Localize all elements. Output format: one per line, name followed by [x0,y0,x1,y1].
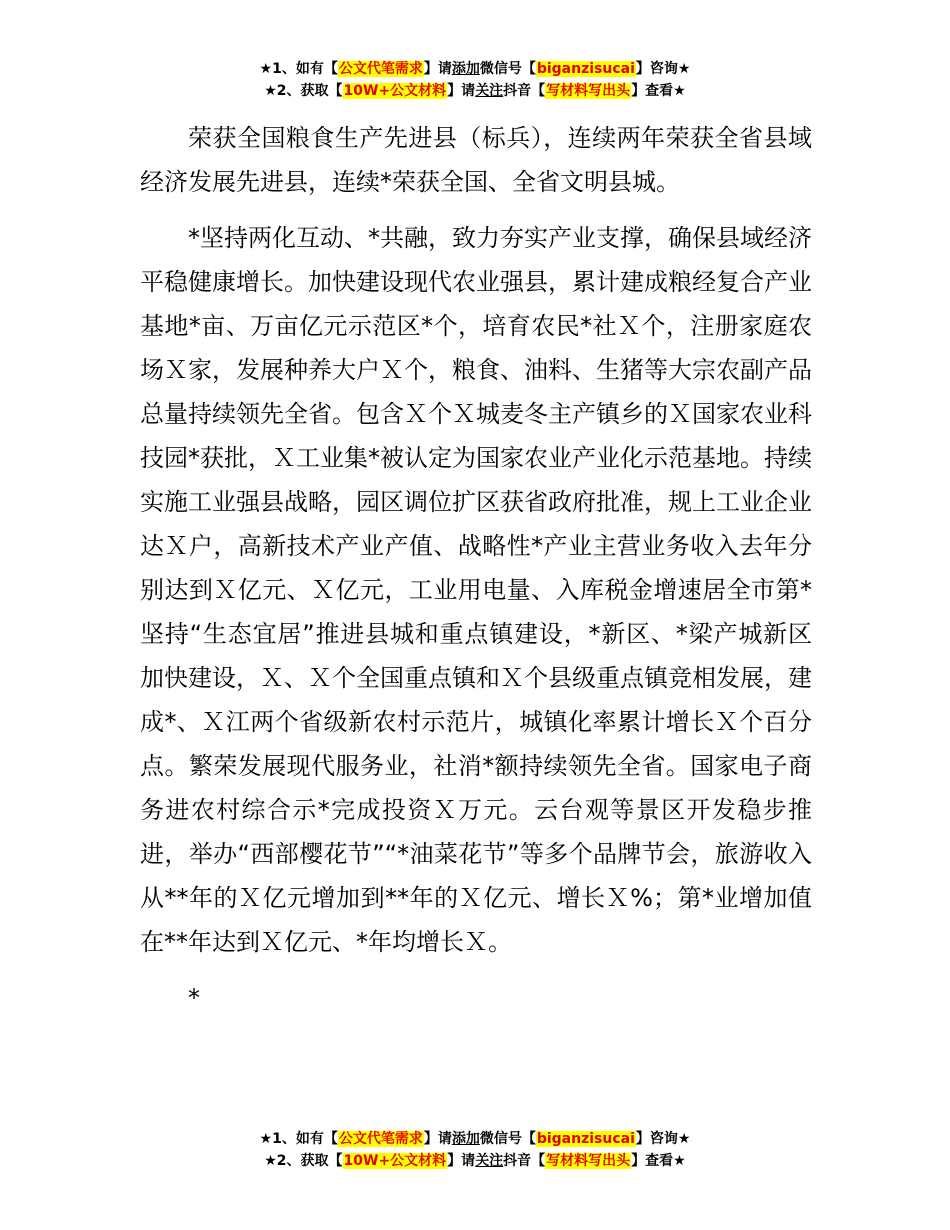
banner-text: ★2、获取【 [264,1153,343,1169]
banner-text: 】查看★ [631,1153,686,1169]
underlined-add: 添加 [451,1131,480,1147]
paragraph-3: * [188,984,200,1012]
highlight-materials: 10W+公文材料 [343,1153,447,1169]
highlight-writing-service: 公文代笔需求 [338,61,423,77]
banner-text: 】咨询★ [635,1131,691,1147]
footer-banner [0,1128,950,1172]
highlight-wechat-id: biganzisucai [536,1131,635,1147]
paragraph-2: *坚持两化互动、*共融，致力夯实产业支撑，确保县域经济平稳健康增长。加快建设现代农业强县，累计建成粮经复合产业基地*亩、万亩亿元示范区*个，培育农民*社Ｘ个，注册家庭农场Ｘ家，发展种养大户Ｘ个，粮食、油料、生猪等大宗农副产品总量持续领先全省。包含Ｘ个Ｘ城麦冬主产镇乡的Ｘ国家农业科技园*获批，Ｘ工业集*被认定为国家农业产业化示范基地。持续实施工业强县战略，园区调位扩区获省政府批准，规上工业企业达Ｘ户，高新技术产业产值、战略性*产业主营业务收入去年分别达到Ｘ亿元、Ｘ亿元，工业用电量、入库税金增速居全市第*坚持“生态宜居”推进县城和重点镇建设，*新区、*梁产城新区加快建设，Ｘ、Ｘ个全国重点镇和Ｘ个县级重点镇竞相发展，建成*、Ｘ江两个省级新农村示范片，城镇化率累计增长Ｘ个百分点。繁荣发展现代服务业，社消*额持续领先全省。国家电子商务进农村综合示*完成投资Ｘ万元。云台观等景区开发稳步推进，举办“西部樱花节”“*油菜花节”等多个品牌节会，旅游收入从**年的Ｘ亿元增加到**年的Ｘ亿元、增长Ｘ%；第*业增加值在**年达到Ｘ亿元、*年均增长Ｘ。 [140,224,812,956]
banner-text: 】请 [447,83,476,99]
highlight-douyin-account: 写材料写出头 [546,1153,631,1169]
highlight-writing-service: 公文代笔需求 [338,1131,423,1147]
banner-text: 】咨询★ [635,61,691,77]
banner-text: 微信号【 [479,61,536,77]
banner-line-1 [0,1128,950,1150]
underlined-follow: 关注 [475,1153,504,1169]
banner-text: 】请 [447,1153,476,1169]
banner-line-1 [0,58,950,80]
document-body [140,116,812,1032]
banner-text: 微信号【 [479,1131,536,1147]
paragraph-1: 荣获全国粮食生产先进县（标兵），连续两年荣获全省县域经济发展先进县，连续*荣获全国、全省文明县城。 [140,124,812,196]
header-banner [0,58,950,102]
banner-line-2 [0,80,950,102]
banner-text: 】请 [423,61,452,77]
banner-text: ★1、如有【 [259,1131,338,1147]
banner-text: ★2、获取【 [264,83,343,99]
underlined-follow: 关注 [475,83,504,99]
banner-text: ★1、如有【 [259,61,338,77]
highlight-wechat-id: biganzisucai [536,61,635,77]
banner-text: 】请 [423,1131,452,1147]
banner-text: 抖音【 [503,83,546,99]
banner-line-2 [0,1150,950,1172]
highlight-materials: 10W+公文材料 [343,83,447,99]
banner-text: 抖音【 [503,1153,546,1169]
underlined-add: 添加 [451,61,480,77]
highlight-douyin-account: 写材料写出头 [546,83,631,99]
banner-text: 】查看★ [631,83,686,99]
